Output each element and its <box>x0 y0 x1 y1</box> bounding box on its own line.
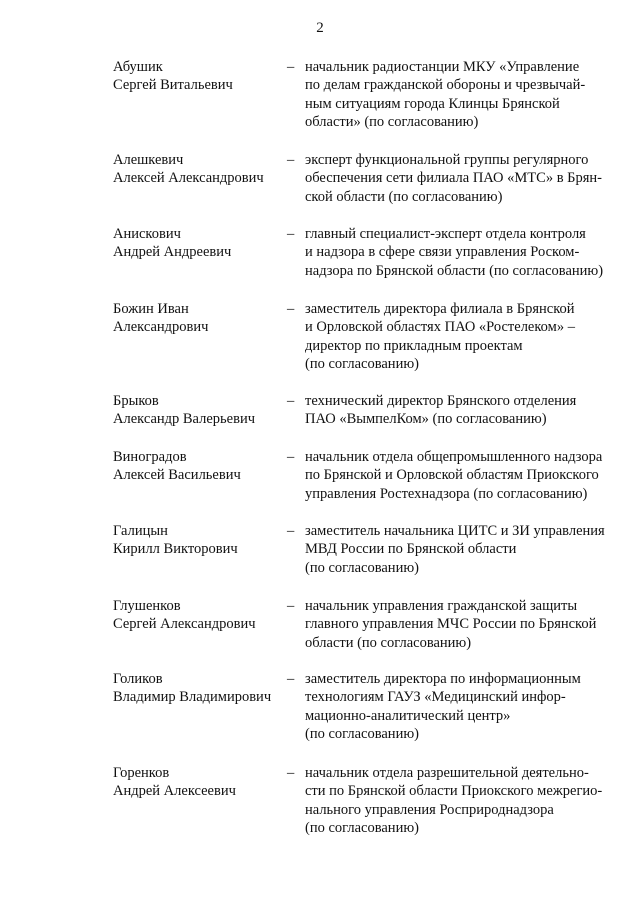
member-name: Горенков Андрей Алексеевич <box>113 765 236 800</box>
dash-separator: – <box>287 59 295 75</box>
dash-separator: – <box>287 523 295 539</box>
member-position: начальник отдела общепромышленного надзора по Брянской и Орловской областям Приокского управления Ростехнадзора (по согласованию) <box>305 449 603 502</box>
member-position: эксперт функциональной группы регулярного обеспечения сети филиала ПАО «МТС» в Брян- ской области (по согласованию) <box>305 152 602 205</box>
member-position: заместитель начальника ЦИТС и ЗИ управления МВД России по Брянской области (по согласованию) <box>305 523 605 576</box>
member-name: Голиков Владимир Владимирович <box>113 671 272 706</box>
member-name: Брыков Александр Валерьевич <box>113 393 255 428</box>
dash-separator: – <box>287 449 295 465</box>
member-position: главный специалист-эксперт отдела контроля и надзора в сфере связи управления Роском- надзора по Брянской области (по согласованию) <box>305 226 604 279</box>
member-name: Виноградов Алексей Васильевич <box>113 449 241 484</box>
dash-separator: – <box>287 598 295 614</box>
dash-separator: – <box>287 226 295 242</box>
member-position: заместитель директора по информационным технологиям ГАУЗ «Медицинский инфор- мационно-аналитический центр» (по согласованию) <box>305 671 581 743</box>
dash-separator: – <box>287 393 295 409</box>
member-position: начальник управления гражданской защиты главного управления МЧС России по Брянской области (по согласованию) <box>305 598 597 651</box>
member-position: начальник отдела разрешительной деятельно- сти по Брянской области Приокского межрегио- нального управления Росприроднадзора (по согласованию) <box>305 765 603 837</box>
member-name: Алешкевич Алексей Александрович <box>113 152 264 187</box>
member-position: начальник радиостанции МКУ «Управление по делам гражданской обороны и чрезвычай- ным ситуациям города Клинцы Брянской области» (по согласованию) <box>305 59 586 131</box>
dash-separator: – <box>287 152 295 168</box>
page-number: 2 <box>316 20 324 36</box>
member-name: Анискович Андрей Андреевич <box>113 226 232 261</box>
dash-separator: – <box>287 765 295 781</box>
member-name: Глушенков Сергей Александрович <box>113 598 256 633</box>
member-name: Галицын Кирилл Викторович <box>113 523 238 558</box>
member-position: технический директор Брянского отделения ПАО «ВымпелКом» (по согласованию) <box>305 393 577 428</box>
member-name: Абушик Сергей Витальевич <box>113 59 233 94</box>
dash-separator: – <box>287 671 295 687</box>
member-position: заместитель директора филиала в Брянской и Орловской областях ПАО «Ростелеком» – директор по прикладным проектам (по согласованию) <box>305 301 575 373</box>
member-name: Божин Иван Александрович <box>113 301 209 336</box>
dash-separator: – <box>287 301 295 317</box>
